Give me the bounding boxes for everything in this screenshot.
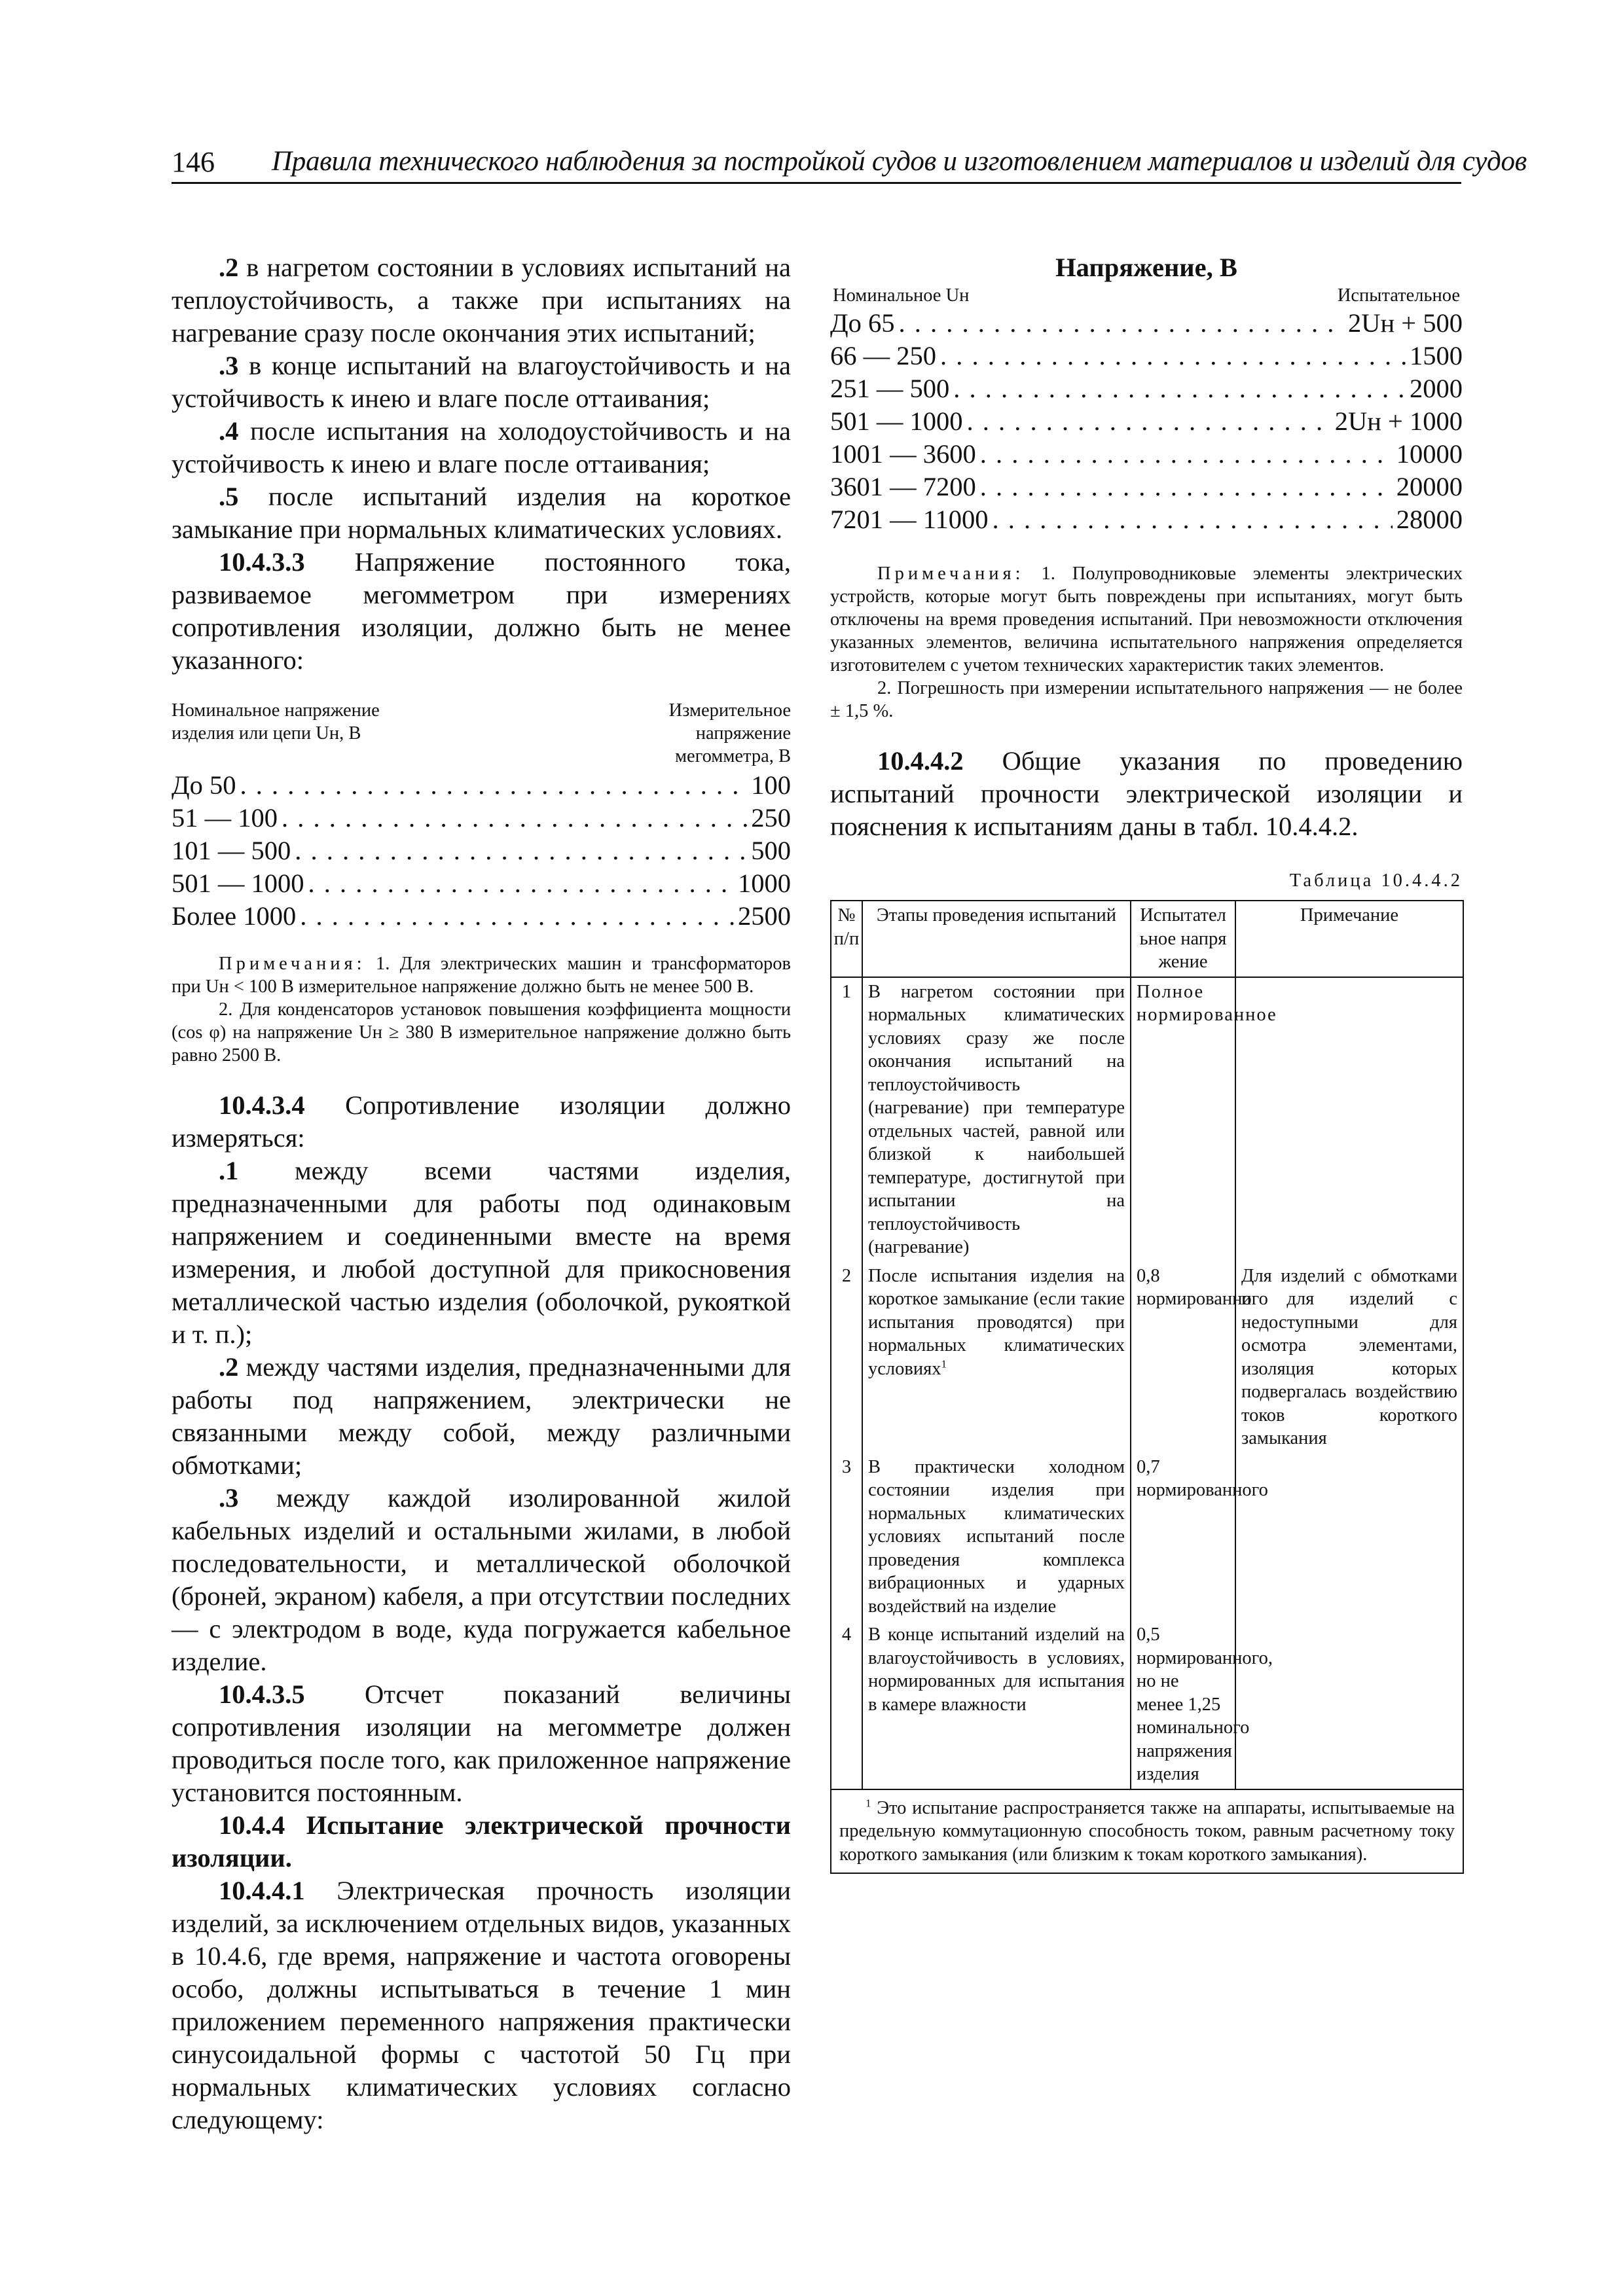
value-row: 501 — 1000 . . . 2Uн + 1000 (830, 405, 1463, 438)
paragraph-10-4-3-4: 10.4.3.4 Сопротивление изоляции должно измеряться: (172, 1090, 791, 1153)
megohmmeter-voltage-table (172, 699, 791, 933)
table-row: 4 В конце испытаний изделий на влагоустойчивость в условиях, нормированных для испытания в камере влажности 0,5 нормированного, но не менее 1,25 номинального напряжения изделия (831, 1621, 1463, 1789)
paragraph-10-4-3-3: 10.4.3.3 Напряжение постоянного тока, развиваемое мегомметром при измерениях сопротивления изоляции, должно быть не менее указанного: (172, 547, 791, 675)
section-heading-10-4-4: 10.4.4 Испытание электрической прочности изоляции. (172, 1810, 791, 1873)
page-number: 146 (172, 146, 215, 178)
paragraph: .3 в конце испытаний на влагоустойчивость и на устойчивость к инею и влаге после оттаивания; (172, 351, 791, 413)
paragraph-10-4-3-5: 10.4.3.5 Отсчет показаний величины сопротивления изоляции на мегомметре должен проводиться после того, как приложенное напряжение установится постоянным. (172, 1679, 791, 1807)
table-row: 1 В нагретом состоянии при нормальных климатических условиях сразу же после окончания испытаний на теплоустойчивость (нагревание) при температуре отдельных частей, равной или близкой к наибольшей температуре, достигнутой при испытании на теплоустойчивость (нагревание) Полное нормированное (831, 977, 1463, 1262)
value-row: 3601 — 7200 . . . 20000 (830, 471, 1463, 503)
table-head: Испытательное (1337, 285, 1460, 306)
note: 2. Погрешность при измерении испытательного напряжения — не более ± 1,5 %. (830, 678, 1463, 721)
value-row: 51 — 100 . . . 250 (172, 802, 791, 834)
test-voltage-table (830, 251, 1463, 536)
value-row: 66 — 250 . . . 1500 (830, 340, 1463, 372)
value-row: До 50 . . . 100 (172, 769, 791, 802)
column-header: Испытательное напряжение (1131, 901, 1235, 977)
paragraph: .5 после испытаний изделия на короткое замыкание при нормальных климатических условиях. (172, 482, 791, 544)
value-row: 1001 — 3600 . . . 10000 (830, 438, 1463, 471)
note: 2. Для конденсаторов установок повышения коэффициента мощности (cos φ) на напряжение Uн ≥ 380 В измерительное напряжение должно быть равно 2500 В. (172, 999, 791, 1066)
paragraph: .1 между всеми частями изделия, предназначенными для работы под одинаковым напряжением и соединенными вместе на время измерения, и любой доступной для прикосновения металлической частью изделия (оболочкой, рукояткой и т. п.); (172, 1156, 791, 1349)
value-row: 501 — 1000 . . . 1000 (172, 867, 791, 900)
table-head: Номинальное напряжение (172, 700, 380, 721)
left-column (172, 251, 791, 2136)
paragraph: .2 в нагретом состоянии в условиях испытаний на теплоустойчивость, а также при испытаниях на нагревание сразу после окончания этих испытаний; (172, 253, 791, 348)
table-footnote-row: $^1$ Это испытание распространяется также на аппараты, испытываемые на предельную коммутационную способность током, равным расчетному току короткого замыкания (или близким к токам короткого замыкания). (831, 1789, 1463, 1874)
value-row: 251 — 500 . . . 2000 (830, 372, 1463, 405)
value-row: До 65 . . . 2Uн + 500 (830, 307, 1463, 340)
notes: Примечания: 1. Для электрических машин и трансформаторов при Uн < 100 В измерительное напряжение должно быть не менее 500 В. 2. Для конденсаторов установок повышения коэффициента мощности (cos φ) на напряжение Uн ≥ 380 В измерительное напряжение должно быть равно 2500 В. (172, 954, 791, 1066)
table-head: мегомметра, В (674, 746, 791, 766)
paragraph: .3 между каждой изолированной жилой кабельных изделий и остальными жилами, в любой последовательности, и металлической оболочкой (броней, экраном) кабеля, а при отсутствии последних — с электродом в воде, куда погружается кабельное изделие. (172, 1483, 791, 1676)
column-header: Примечание (1235, 901, 1463, 977)
table-head: Номинальное Uн (833, 285, 970, 306)
table-row: 2 После испытания изделия на короткое замыкание (если такие испытания проводятся) при нормальных климатических условиях$^1$ 0,8 нормированного Для изделий с обмотками и для изделий с недоступными для осмотра элементами, изоляция которых подвергалась воздействию токов короткого замыкания (831, 1262, 1463, 1453)
paragraph: .2 между частями изделия, предназначенными для работы под напряжением, электрически не связанными между собой, между различными обмотками; (172, 1352, 791, 1480)
paragraph-10-4-4-1: 10.4.4.1 Электрическая прочность изоляции изделий, за исключением отдельных видов, указанных в 10.4.6, где время, напряжение и частота оговорены особо, должны испытываться в течение 1 мин приложением переменного напряжения практически синусоидальной формы с частотой 50 Гц при нормальных климатических условиях согласно следующему: (172, 1876, 791, 2134)
paragraph: .4 после испытания на холодоустойчивость и на устойчивость к инею и влаге после оттаивания; (172, 416, 791, 478)
column-header: № п/п (831, 901, 862, 977)
table-header-row (831, 901, 1463, 977)
column-header: Этапы проведения испытаний (862, 901, 1131, 977)
notes-label: Примечания: (877, 564, 1025, 584)
table-title: Напряжение, В (1055, 253, 1237, 282)
table-row: 3 В практически холодном состоянии изделия при нормальных климатических условиях испытаний после проведения комплекса вибрационных и ударных воздействий на изделие 0,7 нормированного (831, 1453, 1463, 1621)
table-head: изделия или цепи Uн, В (172, 723, 361, 744)
running-title: Правила технического наблюдения за постройкой судов и изготовлением материалов и изделий для судов (272, 146, 1527, 177)
table-10-4-4-2 (830, 900, 1464, 1874)
notes-label: Примечания: (219, 954, 366, 974)
value-row: Более 1000 . . . 2500 (172, 900, 791, 933)
table-head: Измерительное (668, 700, 791, 721)
table-label: Таблица 10.4.4.2 (1289, 870, 1463, 891)
right-column (830, 251, 1463, 1874)
value-row: 7201 — 11000 . . . 28000 (830, 503, 1463, 536)
table-head: напряжение (695, 723, 791, 744)
notes: Примечания: 1. Полупроводниковые элементы электрических устройств, которые могут быть повреждены при испытаниях, могут быть отключены на время проведения испытаний. При невозможности отключения указанных элементов, величина испытательного напряжения определяется изготовителем с учетом технических характеристик таких элементов. 2. Погрешность при измерении испытательного напряжения — не более ± 1,5 %. (830, 564, 1463, 721)
header-rule (172, 182, 1461, 184)
value-row: 101 — 500 . . . 500 (172, 834, 791, 867)
paragraph-10-4-4-2: 10.4.4.2 Общие указания по проведению испытаний прочности электрической изоляции и пояснения к испытаниям даны в табл. 10.4.4.2. (830, 746, 1463, 841)
